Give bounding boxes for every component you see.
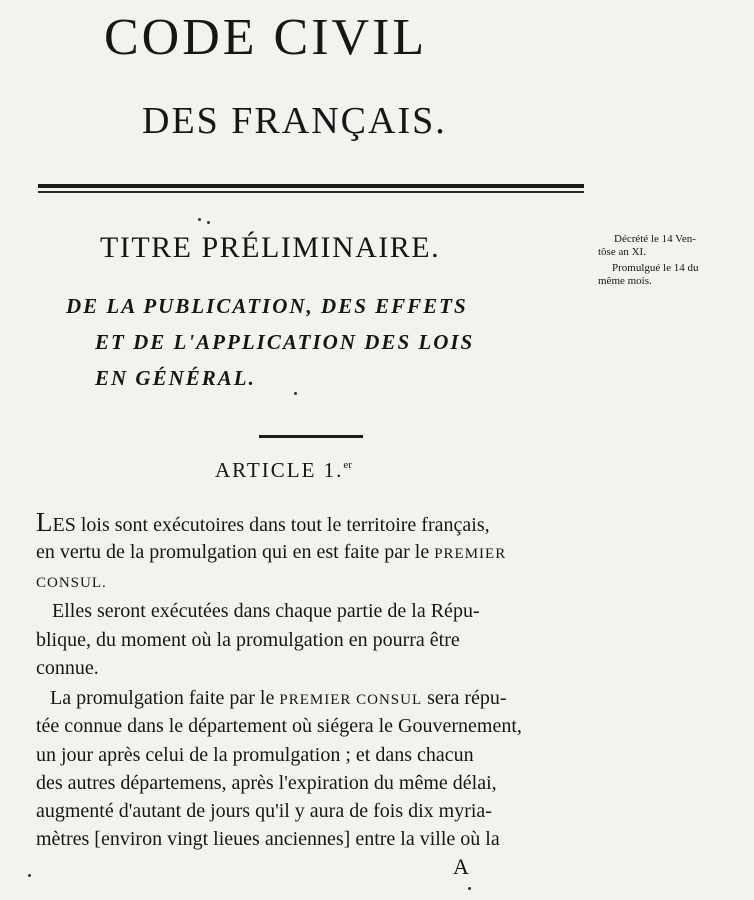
paragraph-line: des autres départemens, après l'expiration du même délai, [36,772,497,794]
paragraph-text: sera répu- [427,687,507,709]
small-caps-text: PREMIER CONSUL [279,692,423,708]
section-subtitle-line: DE LA PUBLICATION, DES EFFETS [66,294,468,318]
article-heading-superscript: er [343,459,352,471]
paragraph-line: connue. [36,657,99,679]
paragraph-line [36,571,107,591]
article-heading-text: ARTICLE 1. [215,458,344,482]
document-title: CODE CIVIL [104,9,428,66]
section-subtitle [66,296,474,404]
paragraph-text: en vertu de la promulgation qui en est faite par le [36,541,430,563]
article-heading [215,460,352,481]
paragraph-line [50,688,507,708]
paragraph-line: un jour après celui de la promulgation ; et dans chacun [36,744,474,766]
ink-speck [468,887,471,890]
paragraph-text: ES lois sont exécutoires dans tout le territoire français, [52,514,490,536]
drop-cap: L [36,507,53,537]
ink-speck [207,221,210,224]
margin-note-line: même mois. [598,274,652,287]
thick-rule [38,184,584,188]
ink-speck [294,392,297,395]
double-rule-divider [38,184,584,194]
paragraph-text: La promulgation faite par le [50,687,275,709]
thin-rule [38,191,584,193]
paragraph-line [36,509,490,536]
small-caps-text: CONSUL. [36,575,107,591]
paragraph-line: augmenté d'autant de jours qu'il y aura de fois dix myria- [36,800,492,822]
margin-note-line: Promulgué le 14 du [612,261,699,274]
ink-speck [28,874,31,877]
paragraph-line: tée connue dans le département où siégera le Gouvernement, [36,715,522,737]
document-subtitle: DES FRANÇAIS. [142,100,447,142]
paragraph-line: Elles seront exécutées dans chaque partie de la Répu- [52,600,480,622]
page-signature-mark: A [453,854,469,879]
short-rule-divider [259,435,363,438]
margin-note-line: Décrété le 14 Ven- [614,233,696,245]
margin-note-line: tôse an XI. [598,245,646,258]
paragraph-line: blique, du moment où la promulgation en pourra être [36,629,460,651]
paragraph-line: mètres [environ vingt lieues anciennes] entre la ville où la [36,828,500,850]
section-subtitle-line: EN GÉNÉRAL. [95,366,256,390]
paragraph-line [36,542,506,562]
section-title: TITRE PRÉLIMINAIRE. [100,231,441,264]
margin-note [598,233,728,288]
ink-speck [198,218,201,221]
small-caps-text: PREMIER [434,546,507,562]
section-subtitle-line: ET DE L'APPLICATION DES LOIS [95,330,475,354]
